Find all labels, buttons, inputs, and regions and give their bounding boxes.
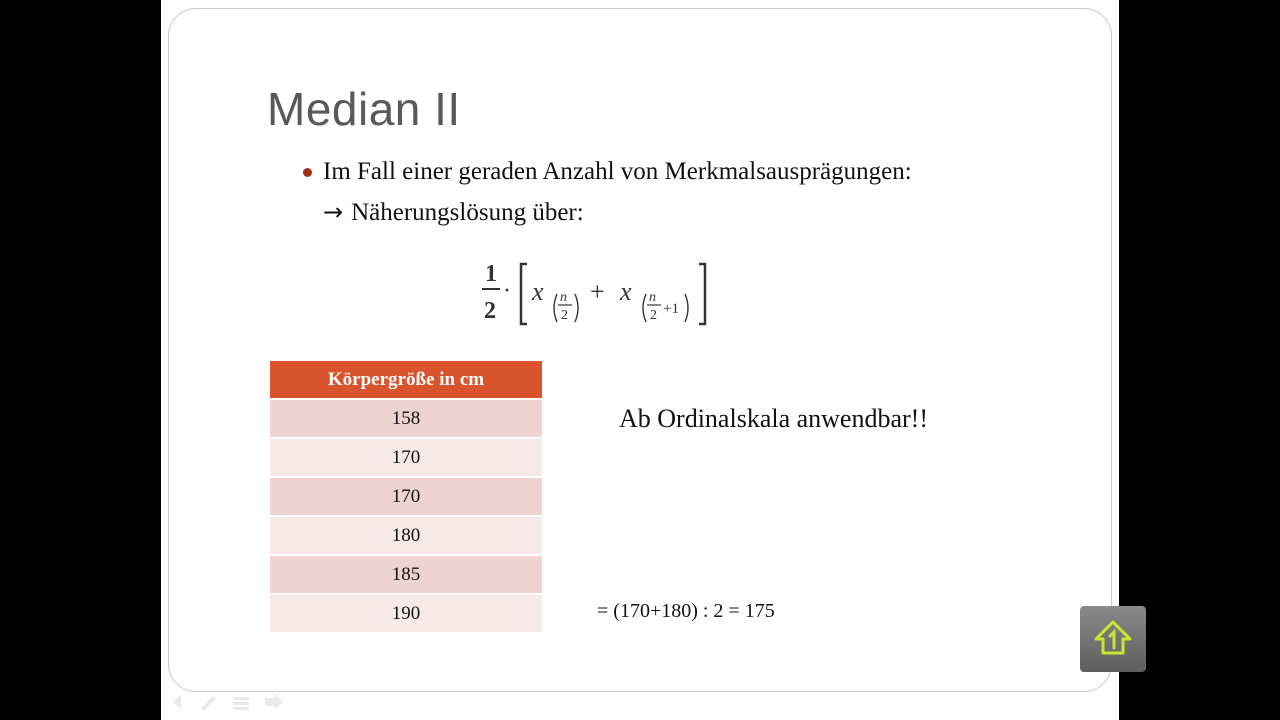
bullet-text: Im Fall einer geraden Anzahl von Merkmalsausprägungen: xyxy=(323,158,912,185)
formula-sub1-lparen xyxy=(554,294,557,322)
formula-sub2-lparen xyxy=(643,294,646,322)
formula-sub1-n: n xyxy=(560,290,567,305)
subline-text: Näherungslösung über: xyxy=(351,199,584,226)
table-cell: 190 xyxy=(270,594,542,632)
height-table xyxy=(270,361,542,632)
table-cell: 180 xyxy=(270,516,542,555)
table-cell: 170 xyxy=(270,477,542,516)
formula-var-x1: x xyxy=(532,277,544,306)
table-row xyxy=(270,516,542,555)
formula-fraction-denominator: 2 xyxy=(484,298,496,324)
formula-sub2-rparen xyxy=(685,294,688,322)
scale-note: Ab Ordinalskala anwendbar!! xyxy=(619,404,928,433)
presentation-stage xyxy=(161,0,1119,720)
formula-sub2-2: 2 xyxy=(650,308,657,323)
median-formula xyxy=(479,256,719,336)
formula-sub2-plus-one: +1 xyxy=(663,301,679,317)
right-arrow-icon: → xyxy=(323,198,344,226)
formula-fraction-numerator: 1 xyxy=(485,261,497,287)
table-row xyxy=(270,477,542,516)
slide-nav-controls xyxy=(169,692,299,712)
median-calculation: = (170+180) : 2 = 175 xyxy=(597,600,775,622)
right-bracket xyxy=(699,264,705,324)
next-icon[interactable] xyxy=(265,694,283,710)
pen-icon[interactable] xyxy=(201,696,216,711)
home-up-icon xyxy=(1080,606,1146,672)
slide-title: Median II xyxy=(267,83,461,135)
table-row xyxy=(270,438,542,477)
formula-plus: + xyxy=(590,277,605,306)
table-cell: 185 xyxy=(270,555,542,594)
table-row xyxy=(270,555,542,594)
left-bracket xyxy=(521,264,527,324)
formula-sub1-rparen xyxy=(575,294,578,322)
home-button[interactable] xyxy=(1080,606,1146,672)
formula-sub1-2: 2 xyxy=(561,308,568,323)
formula-var-x2: x xyxy=(620,277,632,306)
bullet-dot-icon xyxy=(303,168,312,177)
table-row xyxy=(270,594,542,632)
table-row xyxy=(270,399,542,438)
previous-icon[interactable] xyxy=(173,695,181,709)
menu-icon[interactable] xyxy=(233,697,249,710)
table-cell: 170 xyxy=(270,438,542,477)
table-header: Körpergröße in cm xyxy=(270,361,542,399)
formula-dot: · xyxy=(503,278,511,304)
formula-sub2-n: n xyxy=(649,290,656,305)
subline xyxy=(323,198,584,227)
table-cell: 158 xyxy=(270,399,542,438)
